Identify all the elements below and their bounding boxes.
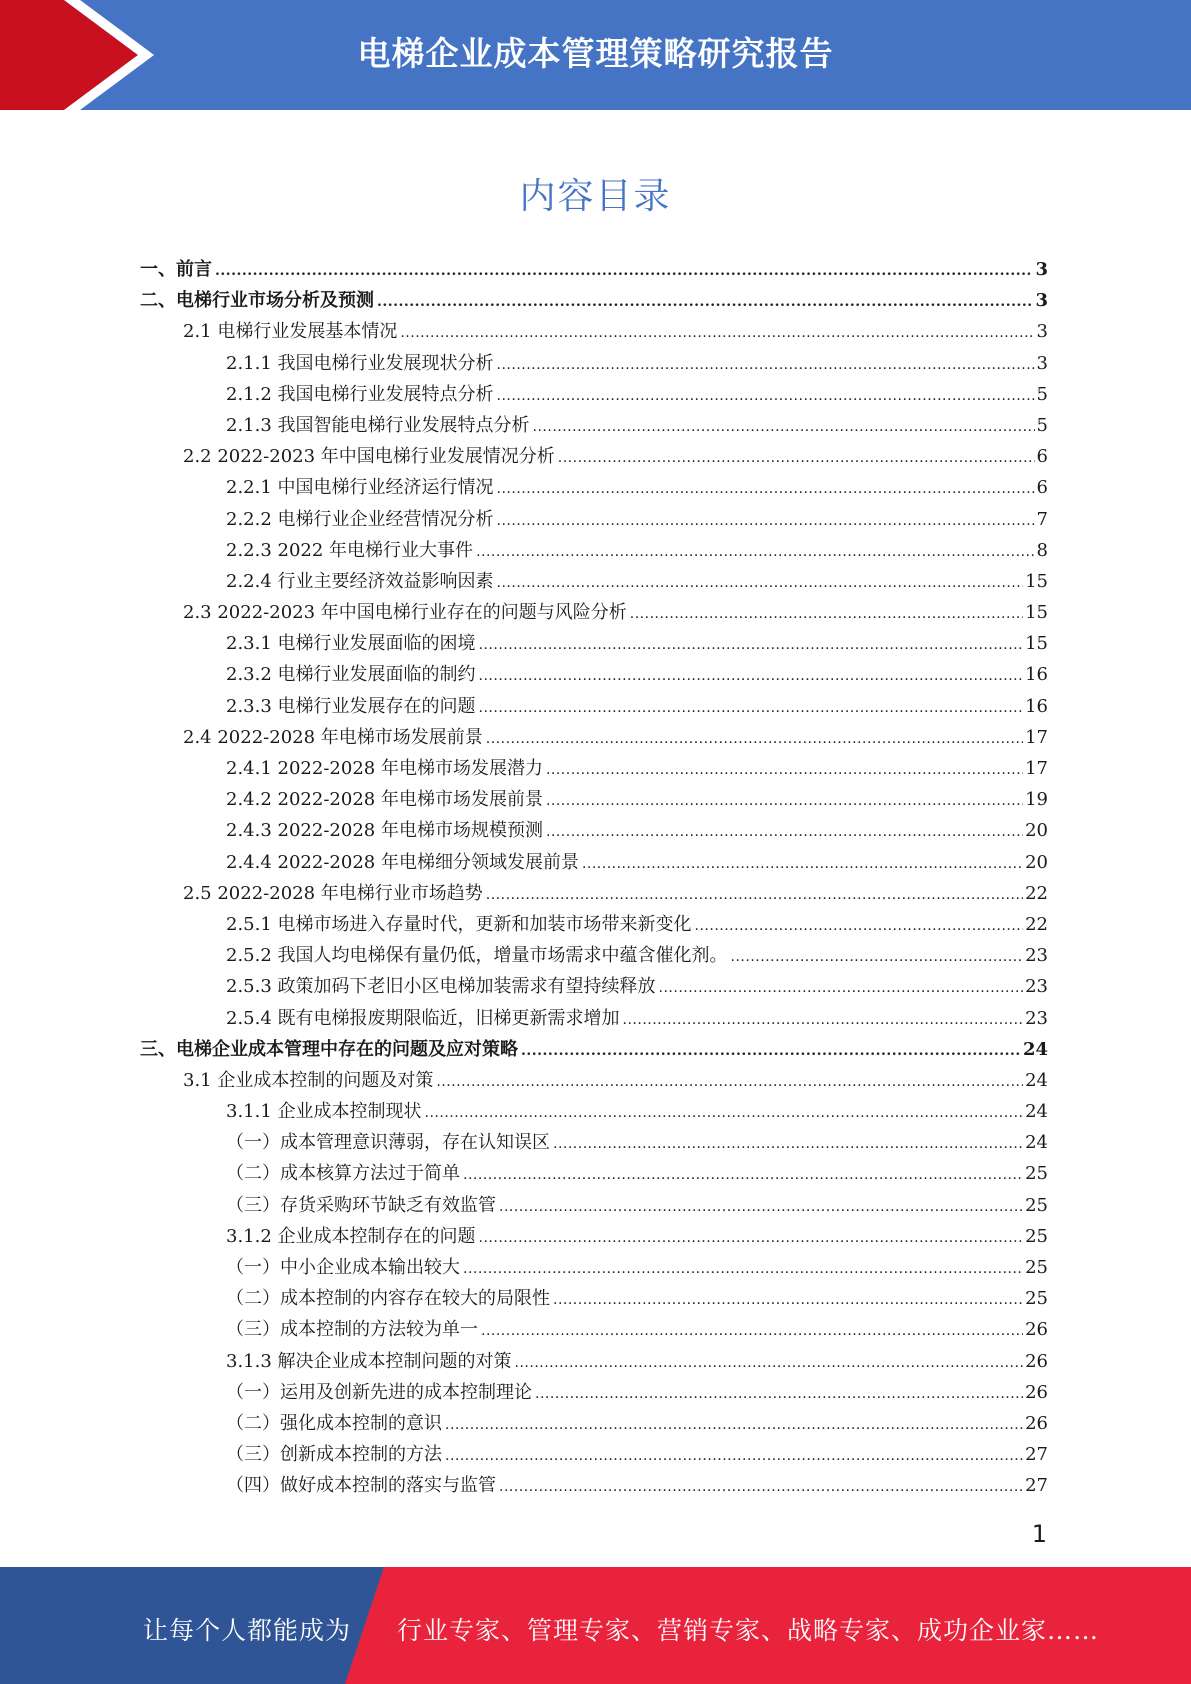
toc-dot-leader — [630, 599, 1023, 630]
toc-entry-title: 3.1.2 企业成本控制存在的问题 — [226, 1225, 476, 1247]
toc-dot-leader — [445, 1410, 1023, 1441]
toc-entry-page: 17 — [1025, 758, 1048, 779]
toc-entry-title: 二、电梯行业市场分析及预测 — [140, 290, 374, 312]
toc-dot-leader — [515, 1348, 1024, 1379]
toc-entry-title: 2.2.3 2022 年电梯行业大事件 — [226, 539, 474, 561]
toc-dot-leader — [546, 786, 1023, 817]
toc-entry[interactable] — [140, 1221, 1048, 1252]
report-title: 电梯企业成本管理策略研究报告 — [357, 34, 834, 73]
toc-entry-title: 2.3.2 电梯行业发展面临的制约 — [226, 664, 476, 686]
toc-entry-title: 2.3 2022-2023 年中国电梯行业存在的问题与风险分析 — [183, 602, 627, 624]
toc-entry-page: 24 — [1025, 1101, 1048, 1123]
toc-entry-title: （一）成本管理意识薄弱，存在认知误区 — [226, 1132, 550, 1154]
toc-dot-leader — [499, 1192, 1023, 1223]
toc-entry[interactable] — [140, 597, 1048, 628]
toc-entry[interactable] — [140, 1127, 1048, 1158]
report-footer — [0, 1567, 1191, 1684]
toc-entry-page: 24 — [1025, 1069, 1048, 1091]
toc-entry-page: 20 — [1025, 820, 1048, 842]
toc-entry[interactable] — [140, 254, 1048, 285]
toc-entry-page: 25 — [1025, 1163, 1048, 1185]
toc-entry[interactable] — [140, 1377, 1048, 1408]
toc-entry-title: （三）成本控制的方法较为单一 — [226, 1319, 478, 1341]
toc-entry[interactable] — [140, 1003, 1048, 1034]
toc-entry-title: （一）中小企业成本输出较大 — [226, 1257, 460, 1278]
toc-entry-page: 25 — [1025, 1288, 1048, 1310]
toc-entry-title: 3.1.3 解决企业成本控制问题的对策 — [226, 1350, 512, 1372]
toc-entry[interactable] — [140, 1346, 1048, 1377]
toc-entry[interactable] — [140, 722, 1048, 753]
page-number: 1 — [1031, 1520, 1047, 1548]
toc-entry-page: 8 — [1036, 539, 1048, 561]
toc-entry[interactable] — [140, 535, 1048, 566]
toc-dot-leader — [445, 1441, 1023, 1472]
toc-entry[interactable] — [140, 1408, 1048, 1439]
toc-entry-page: 15 — [1025, 570, 1048, 592]
toc-dot-leader — [558, 443, 1035, 474]
toc-entry-page: 5 — [1036, 414, 1048, 436]
toc-entry[interactable] — [140, 1190, 1048, 1221]
footer-slogan-right: 行业专家、管理专家、营销专家、战略专家、成功企业家…… — [397, 1616, 1100, 1645]
toc-dot-leader — [553, 1285, 1023, 1316]
toc-dot-leader — [535, 1379, 1023, 1410]
toc-entry[interactable] — [140, 410, 1048, 441]
toc-entry-page: 17 — [1025, 726, 1048, 748]
toc-entry[interactable] — [140, 1158, 1048, 1189]
toc-entry-page: 5 — [1036, 383, 1048, 405]
toc-entry-title: 2.4.1 2022-2028 年电梯市场发展潜力 — [226, 758, 543, 779]
toc-dot-leader — [479, 1223, 1024, 1254]
toc-entry[interactable] — [140, 379, 1048, 410]
toc-entry-title: 2.4.3 2022-2028 年电梯市场规模预测 — [226, 820, 543, 842]
toc-entry[interactable] — [140, 1096, 1048, 1127]
toc-dot-leader — [463, 1160, 1023, 1191]
toc-entry-page: 22 — [1025, 882, 1048, 904]
toc-dot-leader — [499, 1472, 1023, 1503]
toc-entry-page: 27 — [1025, 1475, 1048, 1497]
toc-entry-title: （二）强化成本控制的意识 — [226, 1412, 442, 1434]
toc-entry[interactable] — [140, 1283, 1048, 1314]
toc-dot-leader — [659, 973, 1024, 1004]
toc-entry-title: （一）运用及创新先进的成本控制理论 — [226, 1381, 532, 1403]
toc-entry[interactable] — [140, 878, 1048, 909]
toc-entry[interactable] — [140, 504, 1048, 535]
toc-entry-title: （二）成本核算方法过于简单 — [226, 1163, 460, 1185]
table-of-contents — [140, 254, 1048, 1502]
toc-entry[interactable] — [140, 1065, 1048, 1096]
toc-entry[interactable] — [140, 1439, 1048, 1470]
toc-entry-title: 2.4.4 2022-2028 年电梯细分领域发展前景 — [226, 851, 579, 873]
toc-entry-title: 2.5 2022-2028 年电梯行业市场趋势 — [183, 882, 483, 904]
toc-dot-leader — [486, 880, 1023, 911]
toc-entry-page: 3 — [1035, 259, 1048, 280]
toc-entry-page: 3 — [1036, 321, 1048, 343]
toc-entry-page: 20 — [1025, 851, 1048, 873]
toc-entry-title: 2.1.1 我国电梯行业发展现状分析 — [226, 352, 494, 374]
toc-entry[interactable] — [140, 909, 1048, 940]
toc-dot-leader — [695, 911, 1024, 942]
toc-entry-title: 2.4 2022-2028 年电梯市场发展前景 — [183, 726, 483, 748]
toc-entry-page: 22 — [1025, 913, 1048, 935]
toc-entry-page: 25 — [1025, 1225, 1048, 1247]
toc-entry[interactable] — [140, 940, 1048, 971]
toc-entry-title: 2.1.3 我国智能电梯行业发展特点分析 — [226, 414, 530, 436]
toc-entry[interactable] — [140, 753, 1048, 784]
toc-entry-page: 23 — [1025, 945, 1048, 967]
toc-entry-title: （二）成本控制的内容存在较大的局限性 — [226, 1288, 550, 1310]
toc-entry-title: 一、前言 — [140, 259, 212, 280]
toc-entry-title: 2.2 2022-2023 年中国电梯行业发展情况分析 — [183, 446, 555, 468]
toc-dot-leader — [486, 724, 1023, 755]
toc-dot-leader — [731, 942, 1024, 973]
footer-slogan-left: 让每个人都能成为 — [143, 1616, 352, 1645]
toc-entry-title: 2.5.1 电梯市场进入存量时代，更新和加装市场带来新变化 — [226, 913, 692, 935]
toc-dot-leader — [497, 381, 1035, 412]
toc-dot-leader — [377, 287, 1033, 318]
toc-entry-title: 2.2.2 电梯行业企业经营情况分析 — [226, 508, 494, 530]
toc-dot-leader — [533, 412, 1035, 443]
toc-dot-leader — [553, 1129, 1023, 1160]
toc-entry-title: 2.1.2 我国电梯行业发展特点分析 — [226, 383, 494, 405]
toc-dot-leader — [479, 630, 1024, 661]
toc-dot-leader — [476, 537, 1034, 568]
toc-entry-title: （三）存货采购环节缺乏有效监管 — [226, 1194, 496, 1216]
toc-entry-page: 16 — [1025, 695, 1048, 717]
toc-entry[interactable] — [140, 1252, 1048, 1283]
toc-entry[interactable] — [140, 566, 1048, 597]
toc-dot-leader — [425, 1098, 1024, 1129]
toc-entry-title: 2.5.4 既有电梯报废期限临近，旧梯更新需求增加 — [226, 1007, 620, 1029]
toc-entry-title: 2.1 电梯行业发展基本情况 — [183, 321, 398, 343]
toc-entry-page: 6 — [1036, 446, 1048, 468]
toc-entry-page: 24 — [1022, 1038, 1048, 1060]
toc-entry-page: 3 — [1035, 290, 1048, 312]
toc-entry[interactable] — [140, 1314, 1048, 1345]
toc-entry-title: 3.1.1 企业成本控制现状 — [226, 1101, 422, 1123]
toc-dot-leader — [546, 755, 1023, 786]
toc-entry-title: 2.4.2 2022-2028 年电梯市场发展前景 — [226, 789, 543, 811]
toc-dot-leader — [215, 256, 1033, 287]
toc-dot-leader — [497, 568, 1024, 599]
toc-dot-leader — [497, 350, 1035, 381]
toc-entry-page: 3 — [1036, 352, 1048, 374]
toc-entry-page: 26 — [1025, 1350, 1048, 1372]
toc-entry-page: 23 — [1025, 976, 1048, 998]
toc-entry-page: 15 — [1025, 633, 1048, 655]
toc-entry-page: 19 — [1025, 789, 1048, 811]
toc-dot-leader — [400, 318, 1034, 349]
toc-dot-leader — [463, 1254, 1023, 1285]
toc-entry[interactable] — [140, 285, 1048, 316]
toc-entry-title: 2.3.3 电梯行业发展存在的问题 — [226, 695, 476, 717]
toc-dot-leader — [497, 506, 1035, 537]
toc-dot-leader — [479, 661, 1024, 692]
toc-entry[interactable] — [140, 659, 1048, 690]
toc-dot-leader — [497, 474, 1035, 505]
toc-dot-leader — [623, 1005, 1024, 1036]
toc-entry-title: 三、电梯企业成本管理中存在的问题及应对策略 — [140, 1038, 518, 1060]
toc-entry[interactable] — [140, 971, 1048, 1002]
toc-entry-page: 15 — [1025, 602, 1048, 624]
toc-entry-page: 27 — [1025, 1444, 1048, 1466]
toc-entry-title: 2.2.1 中国电梯行业经济运行情况 — [226, 477, 494, 499]
toc-dot-leader — [521, 1036, 1021, 1067]
toc-entry[interactable] — [140, 1470, 1048, 1501]
toc-dot-leader — [546, 817, 1023, 848]
toc-entry-page: 23 — [1025, 1007, 1048, 1029]
toc-entry[interactable] — [140, 784, 1048, 815]
toc-dot-leader — [481, 1316, 1023, 1347]
toc-entry[interactable] — [140, 847, 1048, 878]
toc-entry[interactable] — [140, 441, 1048, 472]
toc-entry[interactable] — [140, 691, 1048, 722]
toc-entry[interactable] — [140, 472, 1048, 503]
toc-dot-leader — [436, 1067, 1023, 1098]
toc-entry-page: 26 — [1025, 1381, 1048, 1403]
toc-entry-title: 2.3.1 电梯行业发展面临的困境 — [226, 633, 476, 655]
toc-dot-leader — [582, 849, 1023, 880]
toc-entry-title: 2.5.2 我国人均电梯保有量仍低，增量市场需求中蕴含催化剂。 — [226, 945, 728, 967]
toc-entry-title: 2.2.4 行业主要经济效益影响因素 — [226, 570, 494, 592]
toc-entry-page: 26 — [1025, 1412, 1048, 1434]
toc-entry[interactable] — [140, 815, 1048, 846]
toc-entry-page: 24 — [1025, 1132, 1048, 1154]
toc-entry-page: 16 — [1025, 664, 1048, 686]
toc-entry-page: 25 — [1025, 1194, 1048, 1216]
toc-entry[interactable] — [140, 348, 1048, 379]
toc-entry-page: 25 — [1025, 1257, 1048, 1278]
toc-entry[interactable] — [140, 628, 1048, 659]
toc-dot-leader — [479, 693, 1024, 724]
toc-entry[interactable] — [140, 1034, 1048, 1065]
toc-entry-title: （四）做好成本控制的落实与监管 — [226, 1475, 496, 1497]
toc-entry-page: 6 — [1036, 477, 1048, 499]
toc-heading: 内容目录 — [519, 176, 672, 217]
toc-entry-title: 3.1 企业成本控制的问题及对策 — [183, 1069, 434, 1091]
toc-entry[interactable] — [140, 316, 1048, 347]
toc-entry-title: （三）创新成本控制的方法 — [226, 1444, 442, 1466]
toc-entry-title: 2.5.3 政策加码下老旧小区电梯加装需求有望持续释放 — [226, 976, 656, 998]
toc-entry-page: 7 — [1036, 508, 1048, 530]
report-header — [0, 0, 1191, 110]
toc-entry-page: 26 — [1025, 1319, 1048, 1341]
